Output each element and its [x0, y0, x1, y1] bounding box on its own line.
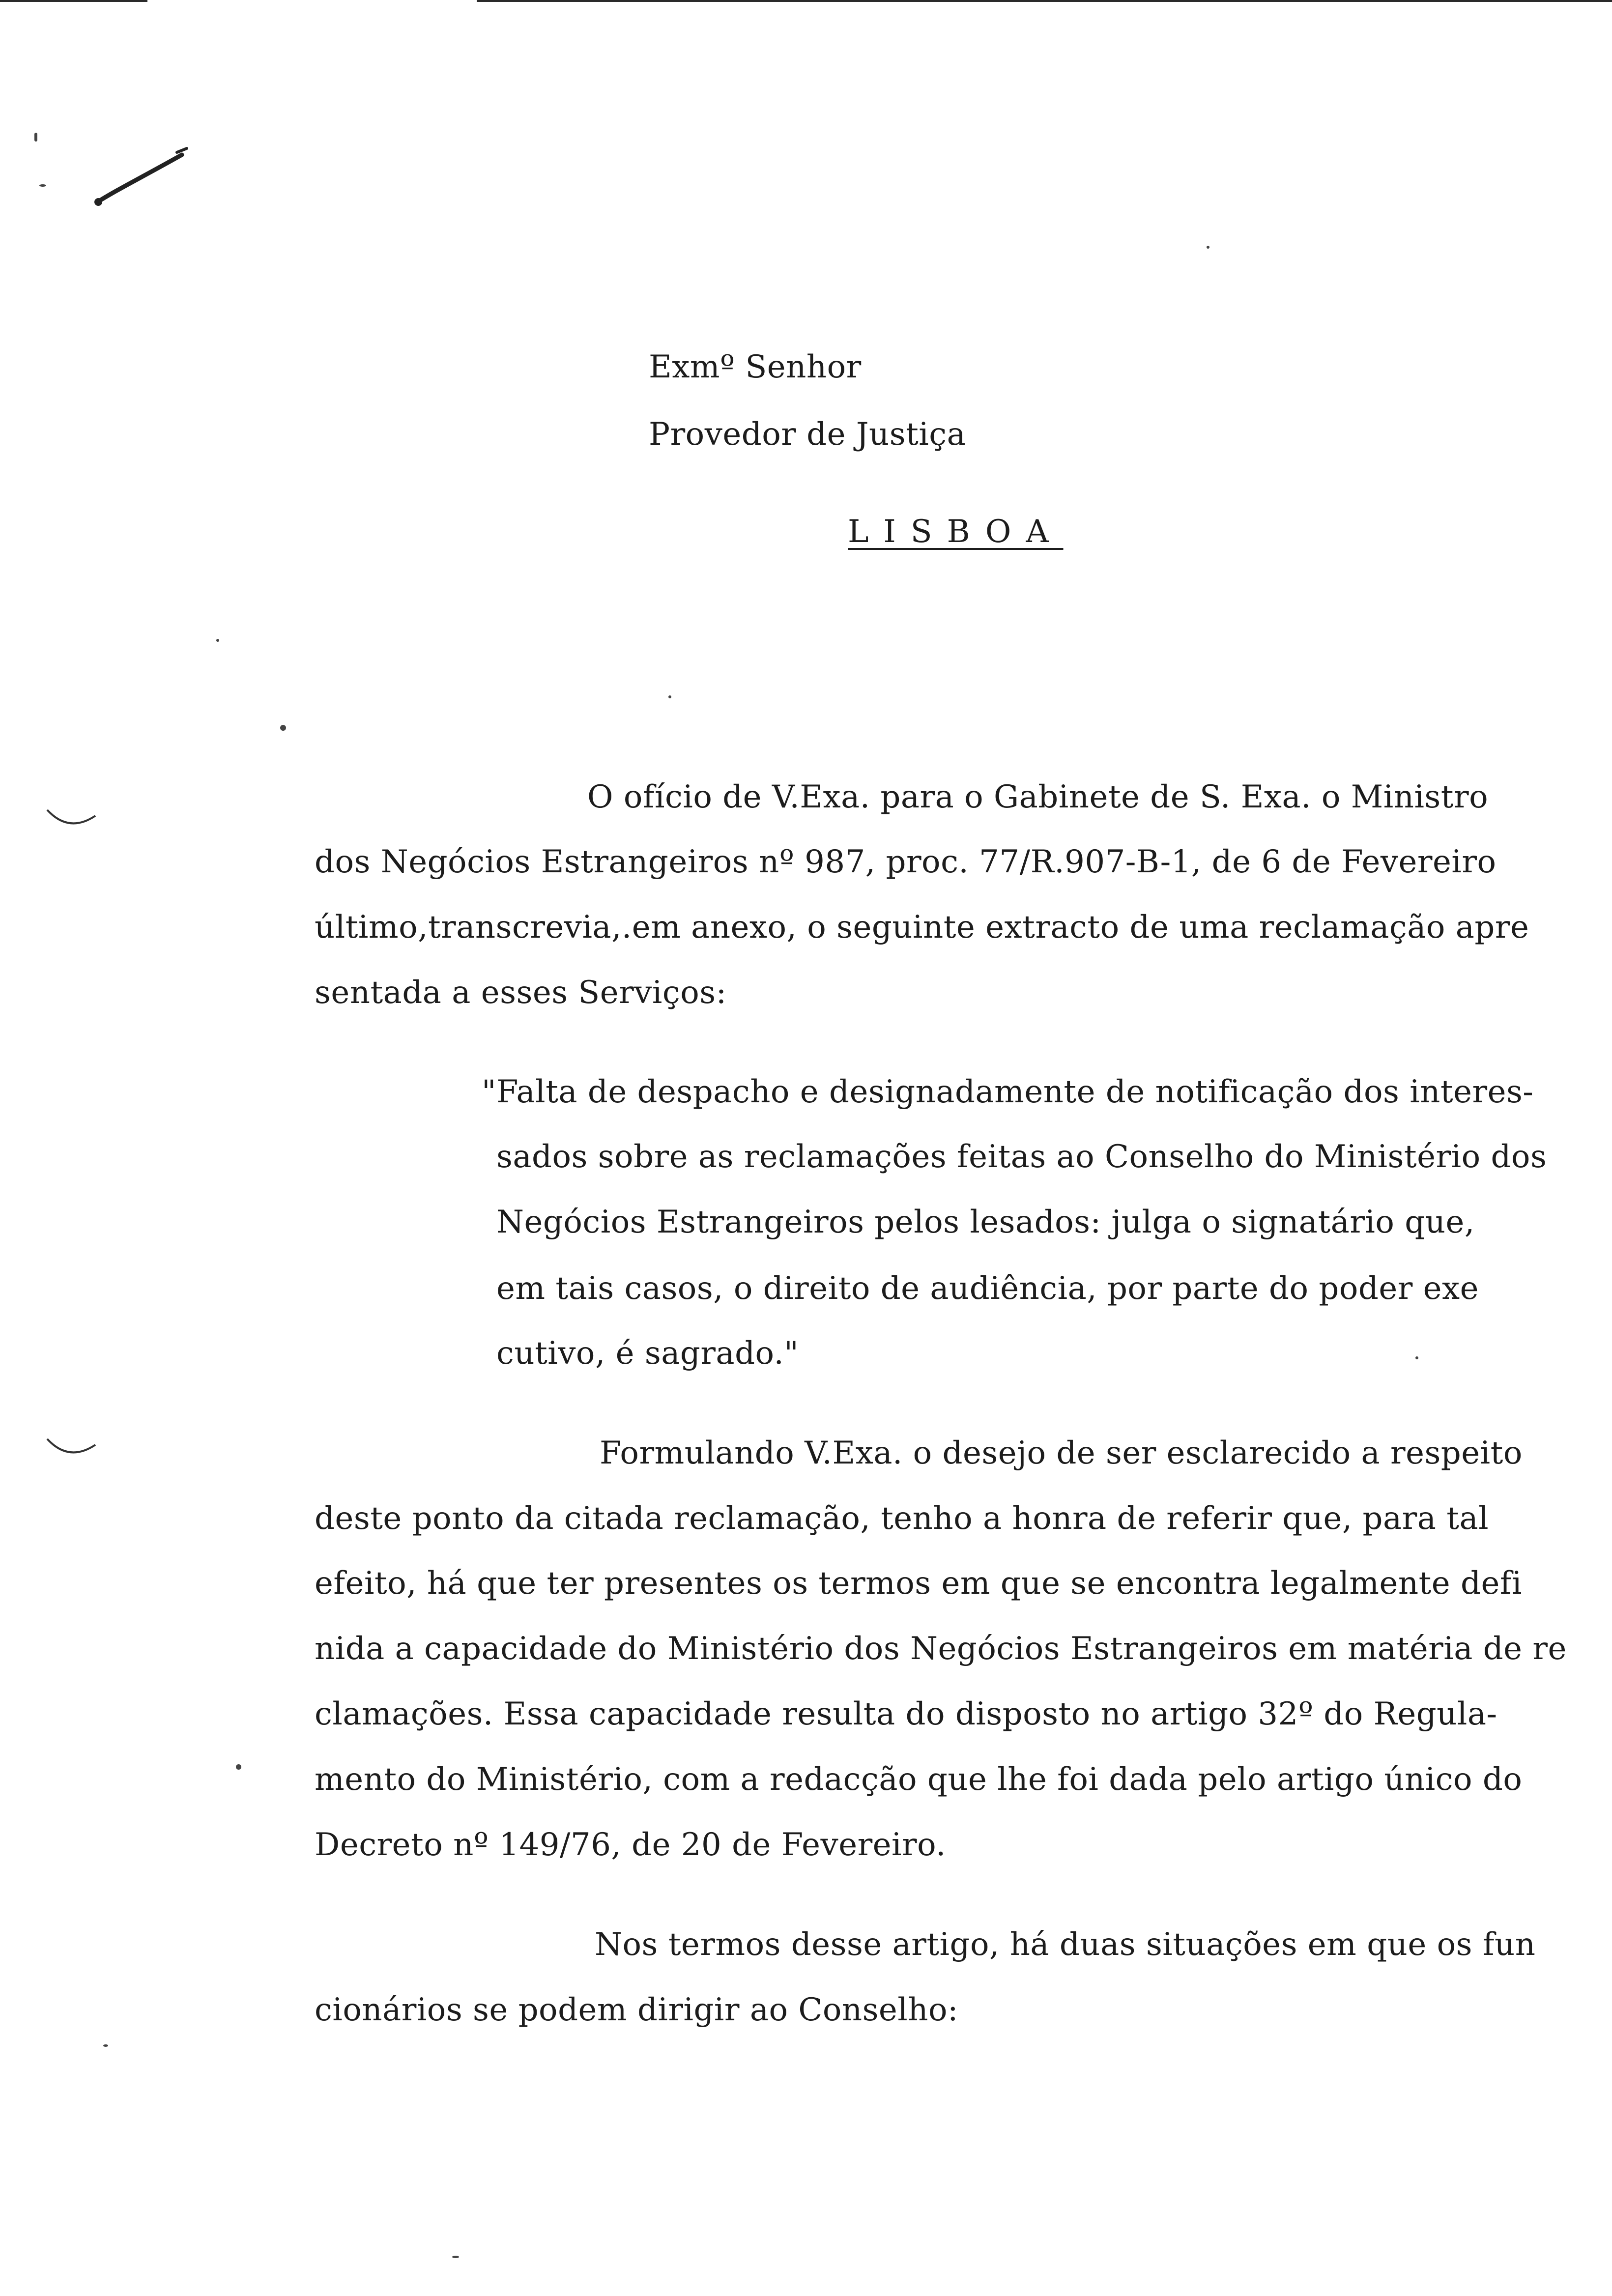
punch-hole-mark-upper: [44, 806, 98, 835]
margin-speck: [280, 725, 286, 731]
margin-speck: [103, 2044, 108, 2047]
top-border-right: [477, 0, 1612, 2]
punch-hole-mark-lower: [44, 1435, 98, 1464]
quote-line: sados sobre as reclamações feitas ao Conselho do Ministério dos: [496, 1139, 1547, 1175]
salutation-line-1: Exmº Senhor: [649, 349, 862, 385]
salutation-line-2: Provedor de Justiça: [649, 416, 966, 453]
body-line: mento do Ministério, com a redacção que lhe foi dada pelo artigo único do: [315, 1761, 1523, 1798]
quote-line: Negócios Estrangeiros pelos lesados: julga o signatário que,: [496, 1204, 1475, 1240]
body-line: último,transcrevia,.em anexo, o seguinte extracto de uma reclamação apre: [315, 909, 1529, 946]
body-line: efeito, há que ter presentes os termos em que se encontra legalmente defi: [315, 1565, 1522, 1602]
body-line: Nos termos desse artigo, há duas situações em que os fun: [595, 1926, 1536, 1963]
margin-speck: [452, 2256, 459, 2258]
city-heading: LISBOA: [848, 514, 1064, 550]
body-line: dos Negócios Estrangeiros nº 987, proc. 77/R.907-B-1, de 6 de Fevereiro: [315, 844, 1497, 880]
quote-line: em tais casos, o direito de audiência, por parte do poder exe: [496, 1270, 1479, 1307]
margin-speck: [668, 695, 671, 698]
body-line: Decreto nº 149/76, de 20 de Fevereiro.: [315, 1827, 946, 1863]
margin-speck: [236, 1764, 241, 1770]
margin-speck: [34, 133, 37, 142]
body-line: nida a capacidade do Ministério dos Negócios Estrangeiros em matéria de re: [315, 1631, 1567, 1667]
top-border-left: [0, 0, 147, 2]
body-line: sentada a esses Serviços:: [315, 975, 727, 1011]
margin-speck: [216, 639, 219, 642]
margin-speck: [1415, 1356, 1418, 1359]
body-line: clamações. Essa capacidade resulta do disposto no artigo 32º do Regula-: [315, 1696, 1497, 1732]
quote-line: "Falta de despacho e designadamente de notificação dos interes-: [482, 1074, 1534, 1110]
pen-stroke-mark: [88, 143, 197, 211]
body-line: cionários se podem dirigir ao Conselho:: [315, 1992, 959, 2028]
margin-speck: [1207, 246, 1209, 249]
body-line: Formulando V.Exa. o desejo de ser esclarecido a respeito: [600, 1435, 1523, 1471]
margin-speck: [39, 184, 46, 187]
body-line: O ofício de V.Exa. para o Gabinete de S. Exa. o Ministro: [587, 779, 1489, 815]
quote-line: cutivo, é sagrado.": [496, 1335, 799, 1372]
body-line: deste ponto da citada reclamação, tenho a honra de referir que, para tal: [315, 1500, 1489, 1537]
